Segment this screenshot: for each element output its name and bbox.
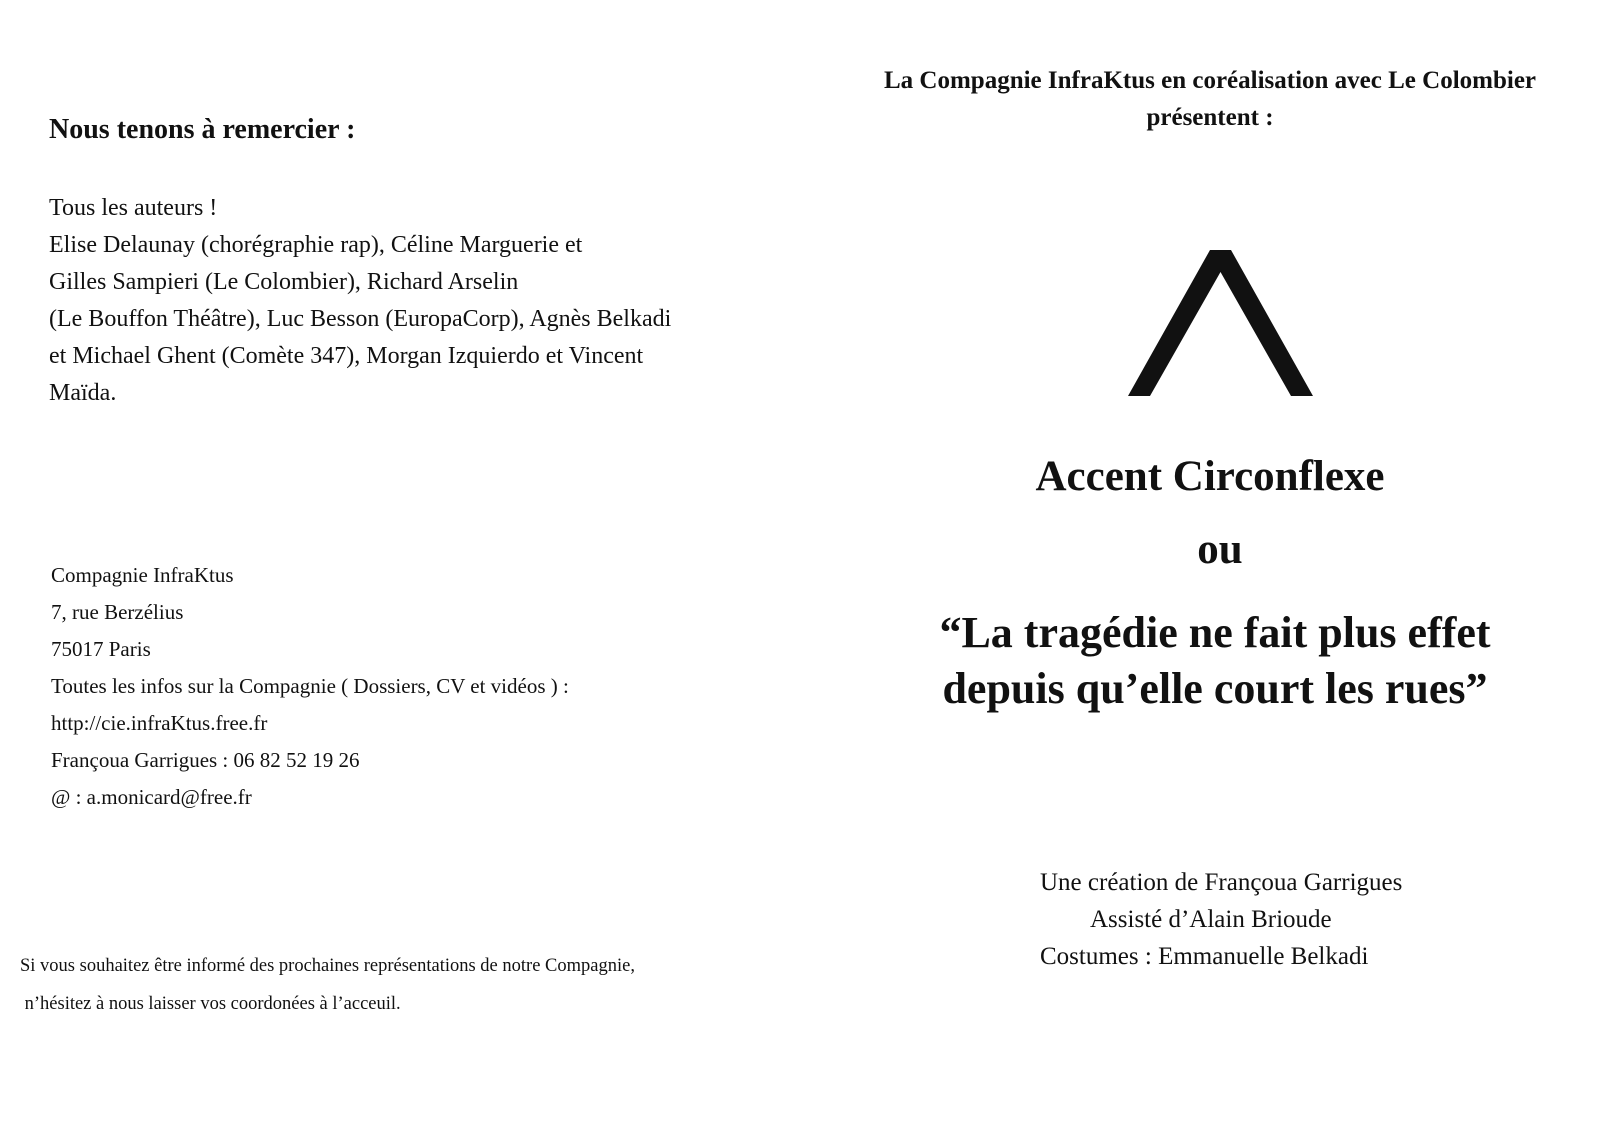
assistant-credit: Assisté d’Alain Brioude <box>1090 906 1332 933</box>
play-subtitle-quote <box>890 605 1540 717</box>
website-link[interactable]: http://cie.infraKtus.free.fr <box>51 711 268 735</box>
street-address: 7, rue Berzélius <box>51 600 184 624</box>
contact-block <box>51 557 569 816</box>
info-note <box>20 947 635 1023</box>
thanks-line: Tous les auteurs ! <box>49 195 218 221</box>
thanks-line: Elise Delaunay (chorégraphie rap), Céline Marguerie et <box>49 232 583 258</box>
quote-line: depuis qu’elle court les rues” <box>942 664 1488 713</box>
info-note-line: Si vous souhaitez être informé des prochaines représentations de notre Compagnie, <box>20 956 635 976</box>
thanks-line: Gilles Sampieri (Le Colombier), Richard Arselin <box>49 269 519 295</box>
email-address[interactable]: @ : a.monicard@free.fr <box>51 785 252 809</box>
company-name: Compagnie InfraKtus <box>51 563 234 587</box>
thanks-line: (Le Bouffon Théâtre), Luc Besson (EuropaCorp), Agnès Belkadi <box>49 306 672 332</box>
presenters-line: présentent : <box>1146 104 1274 131</box>
costumes-credit: Costumes : Emmanuelle Belkadi <box>1040 943 1369 970</box>
city-address: 75017 Paris <box>51 637 151 661</box>
credits-block <box>1040 864 1460 975</box>
info-note-line: n’hésitez à nous laisser vos coordonées à l’acceuil. <box>20 994 401 1014</box>
info-text: Toutes les infos sur la Compagnie ( Dossiers, CV et vidéos ) : <box>51 674 569 698</box>
thanks-heading: Nous tenons à remercier : <box>49 114 356 145</box>
circumflex-accent-icon <box>1128 250 1313 396</box>
presenters-line: La Compagnie InfraKtus en coréalisation avec Le Colombier <box>883 67 1537 94</box>
phone-number: Françoua Garrigues : 06 82 52 19 26 <box>51 748 360 772</box>
creation-credit: Une création de Françoua Garrigues <box>1040 869 1403 896</box>
quote-line: “La tragédie ne fait plus effet <box>939 608 1491 657</box>
thanks-line: Maïda. <box>49 380 117 406</box>
presenters-header <box>830 62 1590 136</box>
thanks-list <box>49 190 809 412</box>
thanks-line: et Michael Ghent (Comète 347), Morgan Izquierdo et Vincent <box>49 343 644 369</box>
title-conjunction: ou <box>1197 526 1243 573</box>
play-title: Accent Circonflexe <box>1035 453 1385 500</box>
